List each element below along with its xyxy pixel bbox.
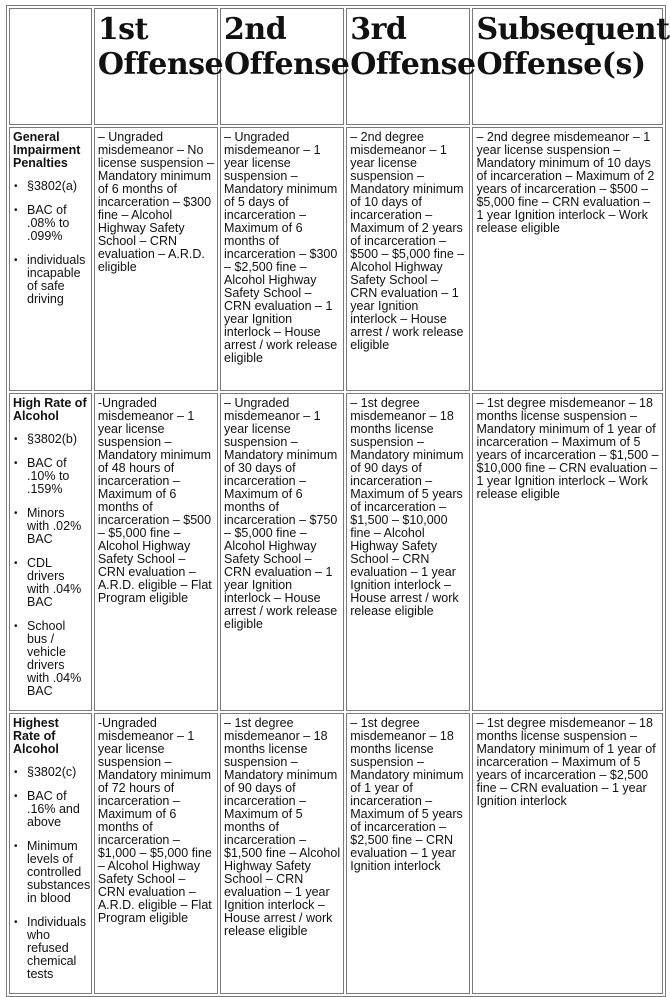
penalty-cell: – Ungraded misdemeanor – No license suspension – Mandatory minimum of 6 months of incarceration – $300 fine – Alcohol Highway Safety School – CRN evaluation – A.R.D. eligible xyxy=(94,127,218,391)
table-row xyxy=(9,713,663,994)
penalty-cell: -Ungraded misdemeanor – 1 year license suspension – Mandatory minimum of 72 hours of incarceration – Maximum of 6 months of incarceration – $1,000 – $5,000 fine – Alcohol Highway Safety School – CRN evaluation – A.R.D. eligible – Flat Program eligible xyxy=(94,713,218,994)
bullet-item: • §3802(a) xyxy=(27,180,89,193)
category-title: General Impairment Penalties xyxy=(13,130,81,170)
penalty-cell: – 1st degree misdemeanor – 18 months license suspension – Mandatory minimum of 1 year of incarceration – Maximum of 5 years of incarceration – $1,500 – $10,000 fine – CRN evaluation – 1 year Ignition interlock – Work release eligible xyxy=(472,393,663,711)
category-cell xyxy=(9,127,92,391)
category-bullets xyxy=(13,766,89,981)
header-1st-offense: 1st Offense xyxy=(94,8,218,125)
bullet-item: • §3802(b) xyxy=(27,433,89,446)
penalty-cell: – 2nd degree misdemeanor – 1 year license suspension – Mandatory minimum of 10 days of incarceration – Maximum of 2 years of incarceration – $500 – $5,000 fine – CRN evaluation – 1 year Ignition interlock – Work release eligible xyxy=(472,127,663,391)
penalty-cell: – 1st degree misdemeanor – 18 months license suspension – Mandatory minimum of 90 days of incarceration – Maximum of 5 years of incarceration – $1,500 – $10,000 fine – Alcohol Highway Safety School – CRN evaluation – 1 year Ignition interlock – House arrest / work release eligible xyxy=(346,393,470,711)
dui-penalties-table xyxy=(6,5,670,997)
bullet-item: • BAC of .10% to .159% xyxy=(27,457,89,496)
category-cell xyxy=(9,393,92,711)
penalty-cell: – Ungraded misdemeanor – 1 year license suspension – Mandatory minimum of 30 days of incarceration – Maximum of 6 months of incarceration – $750 – $5,000 fine – Alcohol Highway Safety School – CRN evaluation – 1 year Ignition interlock – House arrest / work release eligible xyxy=(220,393,344,711)
bullet-item: • §3802(c) xyxy=(27,766,89,779)
header-3rd-offense: 3rd Offense xyxy=(346,8,470,125)
penalty-cell: – 2nd degree misdemeanor – 1 year license suspension – Mandatory minimum of 10 days of incarceration – Maximum of 2 years of incarceration – $500 – $5,000 fine – Alcohol Highway Safety School – CRN evaluation – 1 year Ignition interlock – House arrest / work release eligible xyxy=(346,127,470,391)
bullet-item: • CDL drivers with .04% BAC xyxy=(27,557,89,609)
category-bullets xyxy=(13,433,89,698)
bullet-item: • BAC of .16% and above xyxy=(27,790,89,829)
category-bullets xyxy=(13,180,89,306)
header-empty xyxy=(9,8,92,125)
header-2nd-offense: 2nd Offense xyxy=(220,8,344,125)
category-title: High Rate of Alcohol xyxy=(13,396,87,423)
bullet-item: • individuals incapable of safe driving xyxy=(27,254,89,306)
bullet-item: • Minimum levels of controlled substances in blood xyxy=(27,840,89,905)
penalty-cell: -Ungraded misdemeanor – 1 year license suspension – Mandatory minimum of 48 hours of incarceration – Maximum of 6 months of incarceration – $500 – $5,000 fine – Alcohol Highway Safety School – CRN evaluation – A.R.D. eligible – Flat Program eligible xyxy=(94,393,218,711)
penalty-cell: – 1st degree misdemeanor – 18 months license suspension – Mandatory minimum of 1 year of incarceration – Maximum of 5 years of incarceration – $2,500 fine – CRN evaluation – 1 year Ignition interlock xyxy=(346,713,470,994)
bullet-item: • Individuals who refused chemical tests xyxy=(27,916,89,981)
penalty-cell: – 1st degree misdemeanor – 18 months license suspension – Mandatory minimum of 1 year of incarceration – Maximum of 5 years of incarceration – $2,500 fine – CRN evaluation – 1 year Ignition interlock xyxy=(472,713,663,994)
table-row xyxy=(9,127,663,391)
header-row xyxy=(9,8,663,125)
bullet-item: • School bus / vehicle drivers with .04% BAC xyxy=(27,620,89,698)
header-subsequent-offenses: Subsequent Offense(s) xyxy=(472,8,663,125)
penalty-cell: – 1st degree misdemeanor – 18 months license suspension – Mandatory minimum of 90 days of incarceration – Maximum of 5 months of incarceration – $1,500 fine – Alcohol Highway Safety School – CRN evaluation – 1 year Ignition interlock – House arrest / work release eligible xyxy=(220,713,344,994)
category-cell xyxy=(9,713,92,994)
bullet-item: • Minors with .02% BAC xyxy=(27,507,89,546)
penalty-cell: – Ungraded misdemeanor – 1 year license suspension – Mandatory minimum of 5 days of incarceration – Maximum of 6 months of incarceration – $300 – $2,500 fine – Alcohol Highway Safety School – CRN evaluation – 1 year Ignition interlock – House arrest / work release eligible xyxy=(220,127,344,391)
bullet-item: • BAC of .08% to .099% xyxy=(27,204,89,243)
category-title: Highest Rate of Alcohol xyxy=(13,716,59,756)
table-row xyxy=(9,393,663,711)
